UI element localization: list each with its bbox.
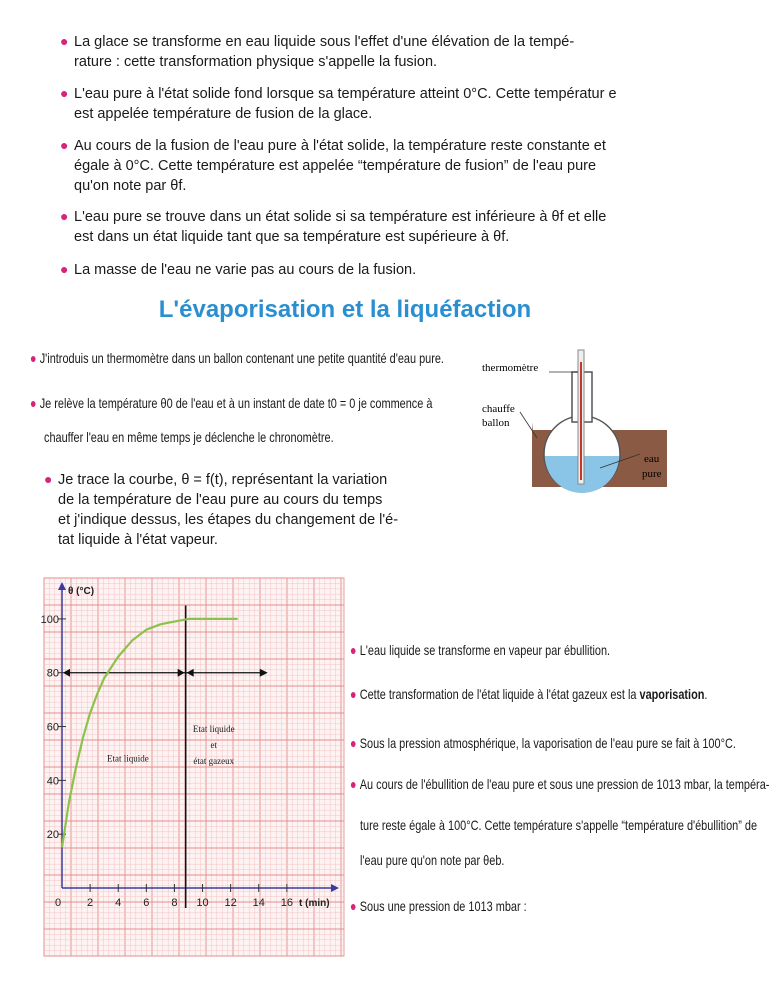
chart-svg — [40, 578, 344, 956]
vapo-bullet-4-line-3 — [360, 850, 504, 870]
fusion-bullet-1 — [60, 32, 575, 72]
x-tick-label: 4 — [115, 897, 122, 909]
vapo-bullet-2-period: . — [704, 686, 708, 702]
bullet-dot: ● — [44, 471, 53, 487]
x-tick-label: 2 — [87, 897, 94, 909]
vapo-bullet-4-line-3-text: l'eau pure qu'on note par θeb. — [360, 852, 505, 868]
vapo-bullet-2-text: Cette transformation de l'état liquide à l'état gazeux est la — [359, 686, 640, 702]
fusion-bullet-3-line-2: égale à 0°C. Cette température est appelée “température de fusion” de l'eau pure — [74, 158, 597, 174]
y-axis-label: θ (°C) — [68, 586, 95, 597]
bullet-dot: ● — [60, 208, 69, 224]
annotation-mix-1: Etat liquide — [192, 723, 235, 734]
vapo-bullet-2-term: vaporisation — [639, 686, 705, 702]
experiment-bullet-3-line-2: de la température de l'eau pure au cours du temps — [58, 492, 383, 508]
y-tick-label: 40 — [46, 775, 59, 788]
experiment-bullet-2-cont — [44, 427, 334, 447]
fusion-bullet-4-line-1: L'eau pure se trouve dans un état solide si sa température est inférieure à θf et elle — [74, 209, 607, 225]
y-tick-label: 80 — [46, 667, 59, 680]
bullet-dot: ● — [350, 776, 357, 792]
annotation-liquide: Etat liquide — [106, 753, 149, 764]
fusion-bullet-3 — [60, 136, 606, 196]
y-tick-label: 100 — [40, 613, 59, 626]
label-chauffe: chauffe — [482, 403, 515, 415]
fusion-bullet-3-line-1: Au cours de la fusion de l'eau pure à l'état solide, la température reste constante et — [74, 138, 606, 154]
x-tick-label: 6 — [143, 897, 150, 909]
bullet-dot: ● — [60, 261, 69, 277]
bullet-dot: ● — [60, 33, 69, 49]
temperature-chart — [40, 578, 344, 956]
label-eau: eau — [644, 453, 660, 465]
experiment-bullet-1 — [30, 348, 444, 368]
experiment-bullet-2-text: Je relève la température θ0 de l'eau et à un instant de date t0 = 0 je commence à — [39, 395, 433, 411]
bullet-dot: ● — [350, 642, 357, 658]
vapo-bullet-1 — [350, 640, 610, 660]
vapo-bullet-1-text: L'eau liquide se transforme en vapeur par ébullition. — [359, 642, 611, 658]
fusion-bullet-1-line-2: rature : cette transformation physique s'appelle la fusion. — [74, 54, 438, 70]
experiment-bullet-3-line-1: Je trace la courbe, θ = f(t), représentant la variation — [58, 472, 388, 488]
fusion-bullet-1-line-1: La glace se transforme en eau liquide sous l'effet d'une élévation de la tempé- — [74, 34, 575, 50]
bullet-dot: ● — [30, 395, 37, 411]
x-tick-label: 12 — [224, 897, 237, 909]
fusion-bullet-5 — [60, 260, 417, 280]
fusion-bullet-2 — [60, 84, 617, 124]
x-axis-label: t (min) — [299, 898, 330, 909]
bullet-dot: ● — [30, 350, 37, 366]
x-tick-label: 14 — [252, 897, 265, 909]
experiment-bullet-3-line-4: tat liquide à l'état vapeur. — [58, 532, 218, 548]
vapo-bullet-3 — [350, 733, 736, 753]
vapo-bullet-4-line-1: Au cours de l'ébullition de l'eau pure et sous une pression de 1013 mbar, la tempéra- — [359, 776, 769, 792]
x-tick-label: 0 — [54, 897, 62, 909]
bullet-dot: ● — [350, 898, 357, 914]
fusion-bullet-4 — [60, 207, 607, 247]
experiment-bullet-1-text: J'introduis un thermomètre dans un ballon contenant une petite quantité d'eau pure. — [39, 350, 444, 366]
apparatus-diagram — [472, 342, 672, 492]
label-pure: pure — [642, 468, 662, 480]
vapo-bullet-4 — [350, 774, 769, 794]
fusion-bullet-2-line-2: est appelée température de fusion de la glace. — [74, 106, 373, 122]
experiment-bullet-2 — [30, 393, 432, 413]
fusion-bullet-5-line-1: La masse de l'eau ne varie pas au cours de la fusion. — [74, 262, 417, 278]
fusion-bullet-3-line-3: qu'on note par θf. — [74, 178, 187, 194]
vapo-bullet-5-text: Sous une pression de 1013 mbar : — [359, 898, 527, 914]
bullet-dot: ● — [350, 686, 357, 702]
label-thermometre: thermomètre — [482, 362, 539, 374]
fusion-bullet-2-line-1: L'eau pure à l'état solide fond lorsque sa température atteint 0°C. Cette températur e — [74, 86, 617, 102]
x-tick-label: 8 — [171, 897, 178, 909]
x-tick-label: 10 — [196, 897, 209, 909]
experiment-bullet-3 — [44, 470, 399, 550]
y-tick-label: 60 — [46, 721, 59, 734]
bullet-dot: ● — [350, 735, 357, 751]
section-title: L'évaporisation et la liquéfaction — [158, 296, 532, 323]
annotation-mix-2: et — [210, 740, 218, 751]
y-tick-label: 20 — [46, 829, 59, 842]
annotation-mix-3: état gazeux — [193, 756, 235, 767]
label-ballon: ballon — [482, 417, 510, 429]
vapo-bullet-2 — [350, 684, 707, 704]
ballon-pointer — [520, 412, 537, 438]
vapo-bullet-5 — [350, 896, 527, 916]
bullet-dot: ● — [60, 85, 69, 101]
fusion-bullet-4-line-2: est dans un état liquide tant que sa température est supérieure à θf. — [74, 229, 510, 245]
x-tick-label: 16 — [280, 897, 293, 909]
vapo-bullet-4-line-2-text: ture reste égale à 100°C. Cette température s'appelle “température d'ébullition” de — [360, 817, 758, 833]
vapo-bullet-4-line-2 — [360, 815, 757, 835]
vapo-bullet-3-text: Sous la pression atmosphérique, la vaporisation de l'eau pure se fait à 100°C. — [359, 735, 736, 751]
bullet-dot: ● — [60, 137, 69, 153]
experiment-bullet-2-text-cont: chauffer l'eau en même temps je déclenche le chronomètre. — [44, 429, 334, 445]
experiment-bullet-3-line-3: et j'indique dessus, les étapes du changement de l'é- — [58, 512, 399, 528]
